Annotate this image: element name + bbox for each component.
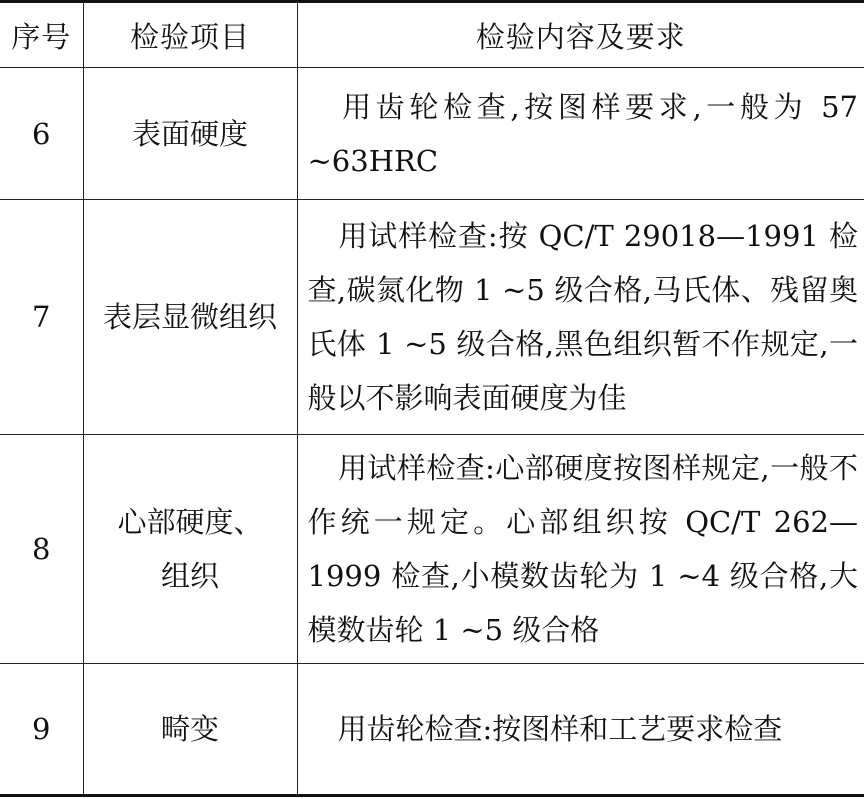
header-seq: 序号 <box>0 2 83 68</box>
inspection-item-line: 心部硬度、 <box>117 505 263 539</box>
row-number: 6 <box>0 68 83 200</box>
inspection-item <box>83 200 297 435</box>
table-row <box>0 200 864 435</box>
inspection-item-line: 表层显微组织 <box>102 300 277 334</box>
inspection-content <box>297 68 864 200</box>
inspection-content-text: 用齿轮检查:按图样和工艺要求检查 <box>337 712 783 746</box>
table-header-row <box>0 2 864 68</box>
row-number: 7 <box>0 200 83 435</box>
table-row <box>0 68 864 200</box>
inspection-content-text: 用试样检查:按 QC/T 29018—1991 检查,碳氮化物 1 ~5 级合格,马氏体、残留奥氏体 1 ~5 级合格,黑色组织暂不作规定,一般以不影响表面硬度为佳 <box>307 219 858 415</box>
inspection-item <box>83 435 297 664</box>
inspection-content-text: 用试样检查:心部硬度按图样规定,一般不作统一规定。心部组织按 QC/T 262—1999 检查,小模数齿轮为 1 ~4 级合格,大模数齿轮 1 ~5 级合格 <box>307 451 858 647</box>
inspection-content <box>297 435 864 664</box>
inspection-content-text: 用齿轮检查,按图样要求,一般为 57 ~63HRC <box>307 89 858 178</box>
table-row <box>0 664 864 796</box>
inspection-content <box>297 200 864 435</box>
inspection-item <box>83 68 297 200</box>
header-item: 检验项目 <box>83 2 297 68</box>
row-number: 8 <box>0 435 83 664</box>
header-content: 检验内容及要求 <box>297 2 864 68</box>
inspection-item-line: 表面硬度 <box>131 116 248 151</box>
inspection-item-line: 组织 <box>160 559 219 593</box>
row-number: 9 <box>0 664 83 796</box>
inspection-item <box>83 664 297 796</box>
inspection-item-line: 畸变 <box>160 712 219 746</box>
inspection-content <box>297 664 864 796</box>
table-row <box>0 435 864 664</box>
